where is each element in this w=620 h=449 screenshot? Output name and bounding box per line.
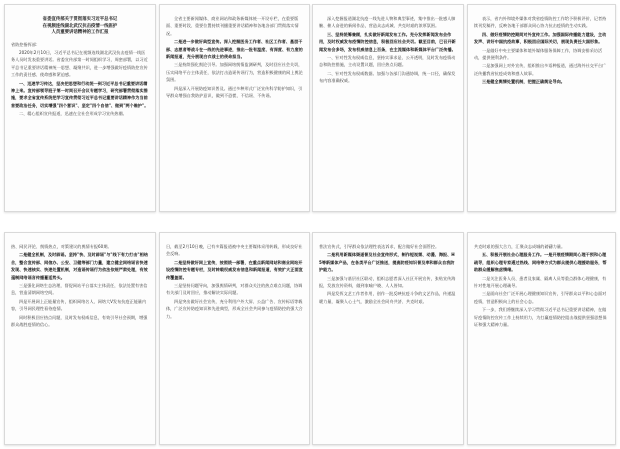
paragraph: 同时积极回应热点问题，及时发布权威信息，有效引导社会预期，增强群众战胜疫情的信心。: [11, 314, 148, 328]
document-page-1: [4, 4, 156, 212]
paragraph: 共克时艰的强大合力，汇聚众志成城的磅礴力量。: [474, 244, 566, 249]
paragraph: 日，截至2月10日晚，已有多篇报道被中央主要媒体采用转载，形成良好社会反响。: [166, 244, 303, 257]
paragraph: 五、积极开展社会心理服务工作。一是开展疫情期间心理干预和心理疏导，组织心理专家通过热线、网络等方式为群众提供心理援助服务，帮助群众缓解焦虑情绪。: [474, 252, 607, 273]
paragraph: 二、精心组织宣传报道，迅速在全社会形成学习宣传热潮。: [19, 111, 127, 117]
paragraph: 三是持续强化舆论引导。加强网络舆情监测研判，及时回应社会关切，压实网络平台主体责任，依法打击造谣传谣行为，营造积极健康的网上舆论氛围。: [166, 62, 303, 83]
document-page-4: [467, 4, 616, 212]
paragraph: 二是健全机制，及时辟谣。坚持"快、及时辟谣"与"线下有力打击"相结合，整合宣传部、网信办、公安、卫健等部门力量，建立健全网络谣言快速发现、快速核实、快速处置机制，对造谣传谣行为依法依规严肃处理，有效遏制网络谣言传播蔓延势头。: [11, 252, 148, 280]
document-title: 省委宣传部关于贯彻落实习近平总书记 在视频连线湖北武汉抗击疫情一线医护 人员重要讲话精神的工作汇报: [42, 17, 118, 35]
document-page-2: [159, 4, 310, 212]
paragraph: 2020年2月10日，习近平总书记在视频连线湖北武汉抗击疫情一线医务人员时发表重要讲话。省委宣传部第一时间组织学习，周密部署，以习近平总书记重要讲话精神统一思想、凝聚共识，进一步增强做好疫情防控宣传工作的责任感、使命感和紧迫感。: [11, 49, 148, 78]
document-page-8: [467, 232, 616, 445]
paragraph: 四是突出做好社会宣传，充分利用户外大屏、公益广告、宣传标语等载体，广泛宣传防疫知识和先进典型，形成全社会共同参与疫情防控的强大合力。: [166, 298, 303, 319]
paragraph: 三是坚持问题导向，加强舆情研判，对群众关注的热点难点问题，协调有关部门及时回应，推动解决实际问题。: [166, 283, 303, 296]
paragraph: 省防控指挥部：: [11, 41, 41, 47]
paragraph: 二是利用新媒体渠道普及社会宣传形式，制作短视频、动漫、海报、H5等新媒体产品，在各类平台广泛推送，提高防疫知识普及率和群众自我防护能力。: [319, 252, 455, 273]
paragraph: 表示，省内外和境外媒体对我省疫情防控工作给予积极评价，记者持续刊发稿件，反映各地干部群众同心协力抗击疫情的生动实践。: [474, 16, 607, 29]
paragraph: 三、坚持统筹兼顾，扎实做好新闻发布工作。充分发挥新闻发布会作用，及时权威发布疫情防控信息，积极回应社会关切。截至目前，已召开新闻发布会多场，发布权威信息上百条，在主流媒体和新媒体平台广泛传播。: [319, 31, 456, 52]
paragraph: 二是关注医务人员、患者及家属、隔离人员等重点群体心理健康，有针对性地开展心理疏导。: [474, 275, 607, 289]
paragraph: 四是深入开展防疫知识普及。通过多种形式广泛宣传科学防护知识，引导群众增强自我防护意识，做到不恐慌、不信谣、不传谣。: [166, 85, 303, 99]
paragraph: 三是加强与基层社区联动，组织志愿者深入社区开展宣传，张贴宣传海报，发放宣传资料，做到家喻户晓、人人皆知。: [319, 275, 456, 289]
paragraph: 二是坚持做好网上宣传，按照统一部署，在重点新闻网站和商业网站开设疫情防控专题专栏，及时转载权威发布信息和新闻报道，有效扩大正面宣传覆盖面。: [166, 259, 303, 280]
paragraph: 一是做好中央主要媒体和境外媒体服务保障工作，协调安排采访活动，提供便利条件。: [474, 47, 603, 61]
paragraph: 三是面向社会广泛开展心理健康知识宣传，引导群众以平和心态面对疫情，营造积极向上的社会心态。: [474, 291, 607, 304]
paragraph: 一、针对性发布权威信息，坚持实事求是、公开透明，及时发布疫情动态和防控措施，主动设置议题，回应热点问题。: [319, 55, 456, 68]
document-page-5: [4, 232, 156, 445]
paragraph: 三是健全舆情处置机制，把握正确舆论导向。: [482, 79, 565, 85]
paragraph: 四是发挥文艺工作者作用，创作一批反映抗疫斗争的文艺作品，传递温暖力量，凝聚人心士气，激励全社会同舟共济、共克时艰。: [319, 291, 456, 304]
paragraph: 热、网民评论、舆情热点，对策建议的舆情专报60期。: [11, 244, 112, 249]
paragraph: 二是进一步做好典型宣传。深入挖掘医务工作者、社区工作者、基层干部、志愿者等战斗在一线的先进事迹，推出一批有温度、有深度、有力度的新闻报道，充分展现白衣战士的使命担当。: [166, 39, 303, 60]
paragraph: 四、做好疫情防控期间对外宣传工作。加强国际传播能力建设，主动发声、讲好中国抗疫故事，积极回应国际关切，展现负责任大国形象。: [474, 31, 607, 45]
paragraph: 二、针对性发布权威数据。加强与各部门沟通协调，统一口径，确保发布内容准确权威。: [319, 70, 456, 84]
paragraph: 普法宣传式，引导群众依法理性表达诉求，配合做好社会面管控。: [319, 244, 440, 249]
paragraph: 全省主要新闻媒体、商业网站和政务新媒体统一开设专栏，在重要版面、重要时段、重要位置持续刊播重要讲话精神和各地各部门贯彻落实情况。: [166, 16, 299, 36]
paragraph: 三是强化网络生态治理，督促网站平台落实主体责任，依法处置有害信息，营造清朗网络空间。: [11, 283, 148, 296]
document-page-3: [312, 4, 464, 212]
paragraph: 下一步，我们将继续深入学习贯彻习近平总书记重要讲话精神，在做好疫情防控宣传工作上持续用力，为打赢疫情防控阻击战提供坚强思想保证和强大精神力量。: [474, 307, 607, 328]
paragraph: 深入挖掘报道湖北抗疫一线先进人物和典型事迹，集中推出一批感人肺腑、催人奋进的新闻作品，营造众志成城、共克时艰的浓厚氛围。: [319, 16, 456, 29]
document-page-7: [312, 232, 464, 445]
paragraph: 一、迅速学习传达，坚决把思想和行动统一到习近平总书记重要讲话精神上来。宣传部领导班子第一时间召开会议专题学习，研究部署贯彻落实措施，要求全省宣传系统把学习宣传贯彻习近平总书记重要讲话精神作为当前首要政治任务，切实增强"四个意识"、坚定"四个自信"、做到"两个维护"。: [11, 80, 149, 108]
paragraph: 四是开展网上正能量宣传，组织网络名人、网络大V发布抗疫正能量内容，引导网民理性看待疫情。: [11, 298, 147, 312]
document-page-6: [159, 232, 310, 445]
paragraph: 二是加强网上对外宣传，组织推出多语种报道，通过海外社交平台广泛传播我省抗疫成效和感人故事。: [474, 63, 607, 76]
